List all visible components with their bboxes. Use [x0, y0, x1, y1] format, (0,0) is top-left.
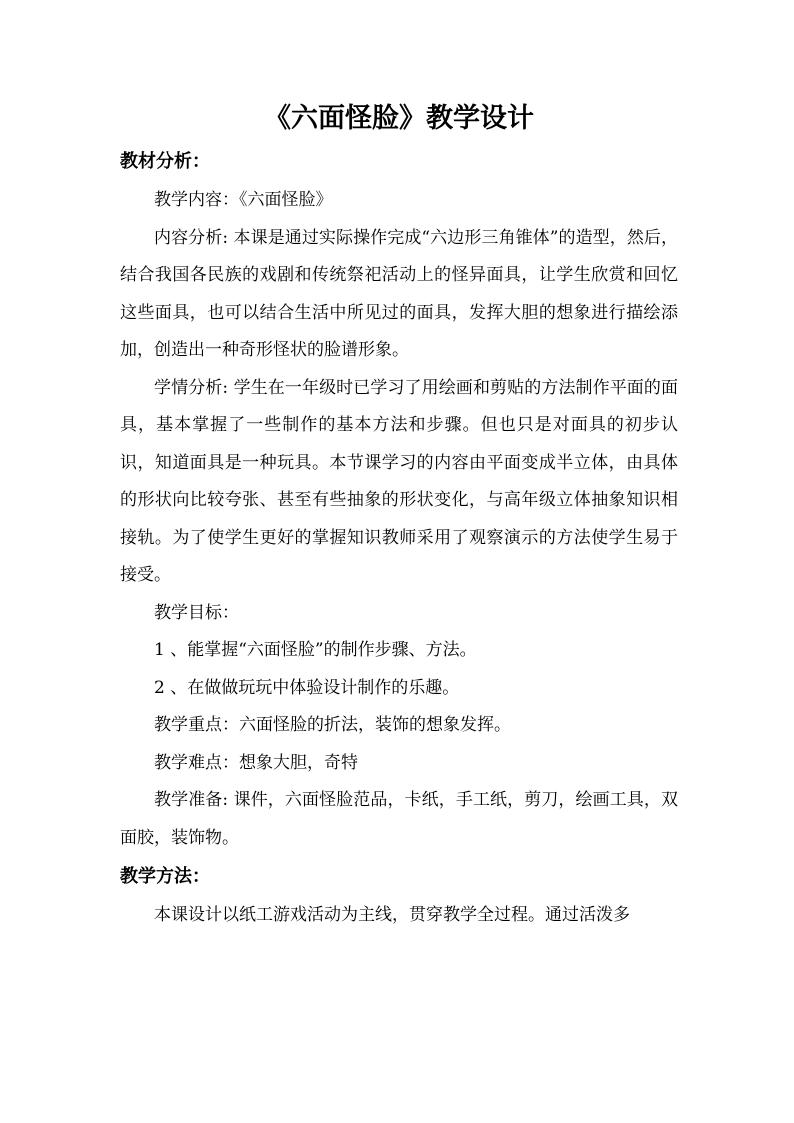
section-heading-teaching-method: 教学方法：	[120, 866, 210, 887]
objectives-label: 教学目标：	[154, 602, 239, 623]
section-heading-material-analysis: 教材分析：	[120, 151, 210, 172]
difficult-points-paragraph: 教学难点：想象大胆，奇特	[154, 752, 358, 773]
teaching-content-paragraph: 教学内容：《六面怪脸》	[154, 190, 333, 210]
teaching-method-paragraph: 本课设计以纸工游戏活动为主线，贯穿教学全过程。通过活泼多	[154, 905, 630, 925]
document-title: 《六面怪脸》教学设计	[264, 103, 534, 134]
objective-item-2: 2 、在做做玩玩中体验设计制作的乐趣。	[154, 677, 460, 698]
preparation-paragraph: 教学准备: 课件，六面怪脸范品，卡纸，手工纸，剪刀，绘画工具，双面胶，装饰物。	[120, 790, 678, 848]
document-page	[120, 96, 678, 935]
key-points-paragraph: 教学重点：六面怪脸的折法，装饰的想象发挥。	[154, 715, 511, 735]
objective-item-1: 1 、能掌握“六面怪脸”的制作步骤、方法。	[154, 640, 477, 660]
learning-analysis-paragraph: 学情分析: 学生在一年级时已学习了用绘画和剪贴的方法制作平面的面具，基本掌握了一些制作的基本方法和步骤。但也只是对面具的初步认识，知道面具是一种玩具。本节课学习的内容由平面变成半立体，由具体的形状向比较夸张、甚至有些抽象的形状变化，与高年级立体抽象知识相接轨。为了使学生更好的掌握知识教师采用了观察演示的方法使学生易于接受。	[120, 377, 678, 585]
content-analysis-paragraph: 内容分析: 本课是通过实际操作完成“六边形三角锥体”的造型，然后，结合我国各民族的戏剧和传统祭祀活动上的怪异面具，让学生欣赏和回忆这些面具，也可以结合生活中所见过的面具，发挥大胆的想象进行描绘添加，创造出一种奇形怪状的脸谱形象。	[120, 227, 678, 360]
